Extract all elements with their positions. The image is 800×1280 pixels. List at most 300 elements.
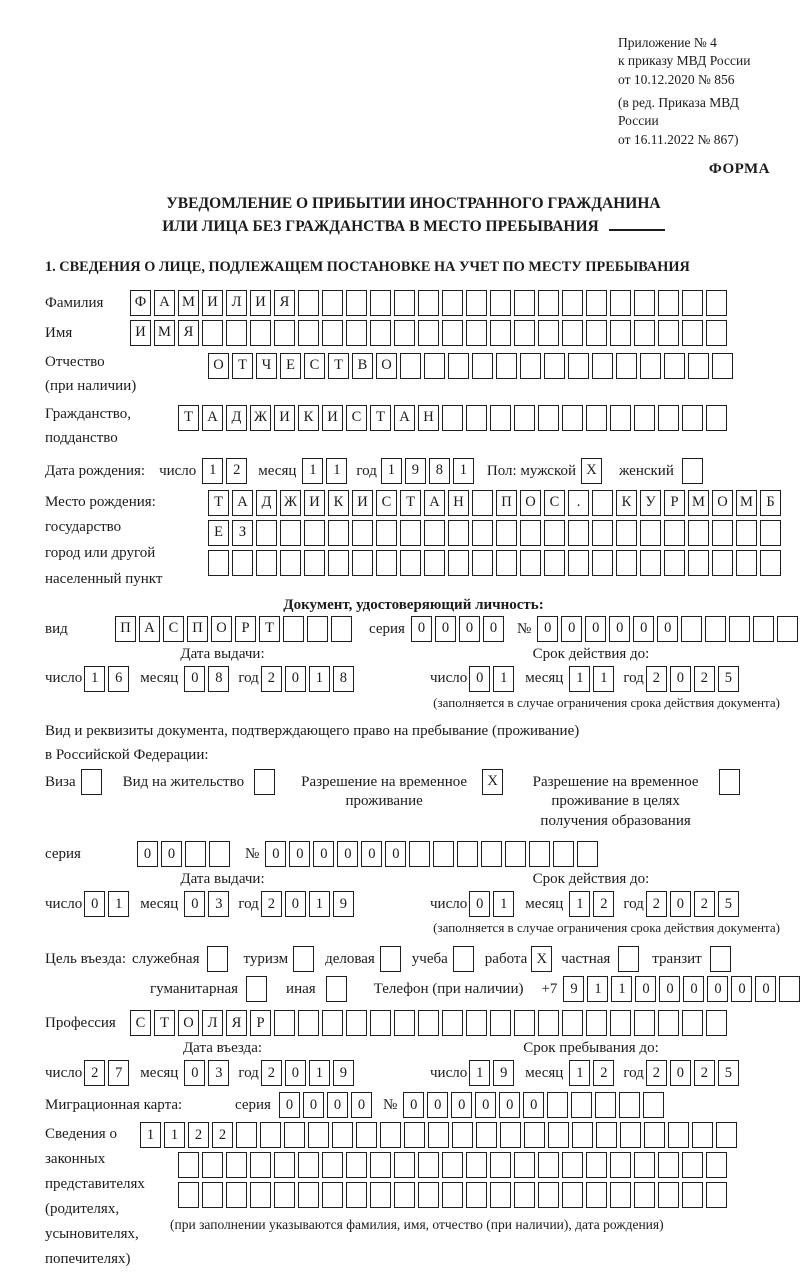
char-box[interactable]: 0 xyxy=(137,841,158,867)
char-box[interactable] xyxy=(668,1122,689,1148)
char-box[interactable]: М xyxy=(178,290,199,316)
char-box[interactable] xyxy=(682,1152,703,1178)
char-box[interactable]: 0 xyxy=(657,616,678,642)
char-box[interactable] xyxy=(562,1010,583,1036)
char-box[interactable] xyxy=(250,1182,271,1208)
char-box[interactable]: Д xyxy=(226,405,247,431)
char-box[interactable] xyxy=(466,405,487,431)
char-box[interactable]: А xyxy=(202,405,223,431)
char-box[interactable]: Ж xyxy=(280,490,301,516)
char-box[interactable] xyxy=(424,550,445,576)
char-box[interactable] xyxy=(592,490,613,516)
char-box[interactable] xyxy=(586,1182,607,1208)
char-box[interactable]: 1 xyxy=(381,458,402,484)
char-box[interactable] xyxy=(529,841,550,867)
char-box[interactable] xyxy=(760,520,781,546)
char-box[interactable] xyxy=(688,520,709,546)
char-box[interactable] xyxy=(496,353,517,379)
char-box[interactable] xyxy=(418,1152,439,1178)
char-box[interactable]: Е xyxy=(208,520,229,546)
char-box[interactable] xyxy=(352,550,373,576)
char-box[interactable]: 0 xyxy=(561,616,582,642)
char-box[interactable]: О xyxy=(712,490,733,516)
char-box[interactable]: 0 xyxy=(459,616,480,642)
char-box[interactable]: 2 xyxy=(593,1060,614,1086)
char-box[interactable]: О xyxy=(208,353,229,379)
char-box[interactable] xyxy=(658,1152,679,1178)
char-box[interactable]: Л xyxy=(202,1010,223,1036)
char-box[interactable] xyxy=(586,1010,607,1036)
char-box[interactable] xyxy=(658,320,679,346)
char-box[interactable]: А xyxy=(424,490,445,516)
char-box[interactable]: 1 xyxy=(569,891,590,917)
char-box[interactable]: 8 xyxy=(333,666,354,692)
char-box[interactable] xyxy=(346,1152,367,1178)
char-box[interactable] xyxy=(538,1010,559,1036)
char-box[interactable] xyxy=(428,1122,449,1148)
char-box[interactable]: 1 xyxy=(302,458,323,484)
char-box[interactable] xyxy=(376,520,397,546)
char-box[interactable]: И xyxy=(250,290,271,316)
char-box[interactable] xyxy=(307,616,328,642)
char-box[interactable]: 1 xyxy=(164,1122,185,1148)
char-box[interactable] xyxy=(490,405,511,431)
char-box[interactable] xyxy=(298,290,319,316)
char-box[interactable] xyxy=(610,1152,631,1178)
char-box[interactable] xyxy=(616,353,637,379)
char-box[interactable] xyxy=(400,520,421,546)
char-box[interactable]: . xyxy=(568,490,589,516)
char-box[interactable] xyxy=(236,1122,257,1148)
char-box[interactable]: 2 xyxy=(226,458,247,484)
char-box[interactable]: 1 xyxy=(108,891,129,917)
char-box[interactable] xyxy=(466,320,487,346)
char-box[interactable]: 2 xyxy=(261,1060,282,1086)
char-box[interactable] xyxy=(376,550,397,576)
checkbox-purpose-business[interactable] xyxy=(380,946,401,972)
char-box[interactable] xyxy=(178,1152,199,1178)
char-box[interactable] xyxy=(472,550,493,576)
char-box[interactable] xyxy=(250,320,271,346)
char-box[interactable] xyxy=(322,290,343,316)
char-box[interactable]: Т xyxy=(178,405,199,431)
char-box[interactable] xyxy=(514,320,535,346)
char-box[interactable]: Я xyxy=(226,1010,247,1036)
char-box[interactable] xyxy=(538,290,559,316)
char-box[interactable]: К xyxy=(328,490,349,516)
char-box[interactable] xyxy=(409,841,430,867)
char-box[interactable] xyxy=(658,405,679,431)
char-box[interactable] xyxy=(472,353,493,379)
char-box[interactable]: 1 xyxy=(569,666,590,692)
char-box[interactable] xyxy=(634,1182,655,1208)
char-box[interactable]: 0 xyxy=(435,616,456,642)
char-box[interactable] xyxy=(496,520,517,546)
char-box[interactable] xyxy=(500,1122,521,1148)
char-box[interactable]: М xyxy=(736,490,757,516)
char-box[interactable] xyxy=(712,353,733,379)
char-box[interactable] xyxy=(380,1122,401,1148)
char-box[interactable] xyxy=(610,320,631,346)
char-box[interactable]: 0 xyxy=(670,666,691,692)
char-box[interactable]: 0 xyxy=(731,976,752,1002)
char-box[interactable] xyxy=(418,290,439,316)
char-box[interactable] xyxy=(352,520,373,546)
char-box[interactable] xyxy=(562,290,583,316)
char-box[interactable] xyxy=(706,1152,727,1178)
char-box[interactable] xyxy=(442,290,463,316)
char-box[interactable] xyxy=(208,550,229,576)
char-box[interactable] xyxy=(586,320,607,346)
char-box[interactable] xyxy=(274,1010,295,1036)
char-box[interactable] xyxy=(394,1010,415,1036)
char-box[interactable] xyxy=(610,1182,631,1208)
checkbox-temp-residence-edu[interactable] xyxy=(719,769,740,795)
char-box[interactable] xyxy=(547,1092,568,1118)
char-box[interactable]: К xyxy=(298,405,319,431)
char-box[interactable]: П xyxy=(187,616,208,642)
char-box[interactable] xyxy=(260,1122,281,1148)
char-box[interactable]: 1 xyxy=(611,976,632,1002)
char-box[interactable] xyxy=(538,1182,559,1208)
char-box[interactable] xyxy=(226,1152,247,1178)
char-box[interactable]: П xyxy=(496,490,517,516)
char-box[interactable]: Ж xyxy=(250,405,271,431)
char-box[interactable] xyxy=(664,353,685,379)
char-box[interactable]: 0 xyxy=(184,666,205,692)
char-box[interactable] xyxy=(328,550,349,576)
char-box[interactable]: Т xyxy=(328,353,349,379)
char-box[interactable] xyxy=(202,1152,223,1178)
char-box[interactable]: И xyxy=(322,405,343,431)
char-box[interactable] xyxy=(394,320,415,346)
char-box[interactable] xyxy=(418,320,439,346)
char-box[interactable]: 0 xyxy=(303,1092,324,1118)
char-box[interactable]: 0 xyxy=(184,891,205,917)
char-box[interactable]: 7 xyxy=(108,1060,129,1086)
char-box[interactable] xyxy=(496,550,517,576)
char-box[interactable] xyxy=(753,616,774,642)
char-box[interactable] xyxy=(692,1122,713,1148)
char-box[interactable]: 3 xyxy=(208,891,229,917)
char-box[interactable]: 5 xyxy=(718,1060,739,1086)
char-box[interactable] xyxy=(682,405,703,431)
char-box[interactable]: И xyxy=(274,405,295,431)
char-box[interactable]: 8 xyxy=(429,458,450,484)
char-box[interactable] xyxy=(568,353,589,379)
char-box[interactable] xyxy=(466,1010,487,1036)
char-box[interactable]: С xyxy=(304,353,325,379)
char-box[interactable]: 2 xyxy=(593,891,614,917)
char-box[interactable] xyxy=(304,550,325,576)
char-box[interactable]: 1 xyxy=(140,1122,161,1148)
char-box[interactable]: 9 xyxy=(405,458,426,484)
char-box[interactable]: 0 xyxy=(755,976,776,1002)
char-box[interactable]: С xyxy=(376,490,397,516)
char-box[interactable] xyxy=(370,1010,391,1036)
char-box[interactable]: С xyxy=(130,1010,151,1036)
char-box[interactable]: 1 xyxy=(587,976,608,1002)
char-box[interactable] xyxy=(332,1122,353,1148)
char-box[interactable] xyxy=(322,1010,343,1036)
char-box[interactable] xyxy=(418,1010,439,1036)
char-box[interactable]: Т xyxy=(208,490,229,516)
char-box[interactable] xyxy=(448,353,469,379)
char-box[interactable] xyxy=(548,1122,569,1148)
char-box[interactable] xyxy=(538,1152,559,1178)
char-box[interactable]: 5 xyxy=(718,891,739,917)
char-box[interactable] xyxy=(394,1182,415,1208)
char-box[interactable] xyxy=(520,520,541,546)
checkbox-residence-permit[interactable] xyxy=(254,769,275,795)
char-box[interactable]: 1 xyxy=(493,891,514,917)
char-box[interactable] xyxy=(681,616,702,642)
checkbox-purpose-transit[interactable] xyxy=(710,946,731,972)
char-box[interactable]: 9 xyxy=(333,1060,354,1086)
char-box[interactable]: 1 xyxy=(202,458,223,484)
char-box[interactable]: 0 xyxy=(585,616,606,642)
char-box[interactable] xyxy=(298,320,319,346)
char-box[interactable] xyxy=(577,841,598,867)
char-box[interactable] xyxy=(322,1182,343,1208)
char-box[interactable]: 0 xyxy=(475,1092,496,1118)
char-box[interactable]: 2 xyxy=(646,891,667,917)
char-box[interactable] xyxy=(706,1182,727,1208)
char-box[interactable] xyxy=(705,616,726,642)
checkbox-purpose-tourism[interactable] xyxy=(293,946,314,972)
char-box[interactable] xyxy=(442,1010,463,1036)
char-box[interactable] xyxy=(538,405,559,431)
char-box[interactable] xyxy=(664,550,685,576)
checkbox-temp-residence[interactable]: X xyxy=(482,769,503,795)
char-box[interactable]: С xyxy=(346,405,367,431)
char-box[interactable]: И xyxy=(304,490,325,516)
char-box[interactable] xyxy=(572,1122,593,1148)
char-box[interactable] xyxy=(706,405,727,431)
char-box[interactable]: О xyxy=(520,490,541,516)
char-box[interactable]: З xyxy=(232,520,253,546)
char-box[interactable]: В xyxy=(352,353,373,379)
char-box[interactable] xyxy=(736,520,757,546)
char-box[interactable] xyxy=(328,520,349,546)
char-box[interactable] xyxy=(490,290,511,316)
char-box[interactable]: Н xyxy=(418,405,439,431)
char-box[interactable]: 0 xyxy=(337,841,358,867)
char-box[interactable] xyxy=(226,320,247,346)
char-box[interactable] xyxy=(586,290,607,316)
char-box[interactable] xyxy=(634,405,655,431)
char-box[interactable] xyxy=(619,1092,640,1118)
char-box[interactable] xyxy=(304,520,325,546)
char-box[interactable] xyxy=(524,1122,545,1148)
char-box[interactable]: 0 xyxy=(327,1092,348,1118)
char-box[interactable]: 5 xyxy=(718,666,739,692)
char-box[interactable]: 3 xyxy=(208,1060,229,1086)
char-box[interactable] xyxy=(202,320,223,346)
char-box[interactable] xyxy=(760,550,781,576)
char-box[interactable] xyxy=(448,520,469,546)
char-box[interactable] xyxy=(346,320,367,346)
char-box[interactable] xyxy=(256,550,277,576)
char-box[interactable] xyxy=(736,550,757,576)
char-box[interactable]: С xyxy=(163,616,184,642)
checkbox-sex-female[interactable] xyxy=(682,458,703,484)
checkbox-visa[interactable] xyxy=(81,769,102,795)
char-box[interactable] xyxy=(466,290,487,316)
char-box[interactable] xyxy=(280,520,301,546)
char-box[interactable]: 0 xyxy=(351,1092,372,1118)
char-box[interactable]: 1 xyxy=(309,666,330,692)
char-box[interactable]: И xyxy=(202,290,223,316)
char-box[interactable]: 0 xyxy=(403,1092,424,1118)
char-box[interactable]: М xyxy=(688,490,709,516)
char-box[interactable] xyxy=(346,290,367,316)
char-box[interactable]: 0 xyxy=(451,1092,472,1118)
char-box[interactable] xyxy=(226,1182,247,1208)
char-box[interactable] xyxy=(472,490,493,516)
char-box[interactable] xyxy=(514,1152,535,1178)
char-box[interactable] xyxy=(634,290,655,316)
char-box[interactable] xyxy=(400,550,421,576)
char-box[interactable] xyxy=(331,616,352,642)
char-box[interactable] xyxy=(280,550,301,576)
char-box[interactable]: Т xyxy=(400,490,421,516)
char-box[interactable] xyxy=(706,320,727,346)
char-box[interactable] xyxy=(514,1010,535,1036)
char-box[interactable]: Ф xyxy=(130,290,151,316)
char-box[interactable] xyxy=(424,520,445,546)
char-box[interactable] xyxy=(634,1010,655,1036)
char-box[interactable]: У xyxy=(640,490,661,516)
char-box[interactable] xyxy=(640,353,661,379)
char-box[interactable]: 0 xyxy=(285,1060,306,1086)
char-box[interactable] xyxy=(298,1182,319,1208)
char-box[interactable] xyxy=(514,290,535,316)
char-box[interactable] xyxy=(664,520,685,546)
char-box[interactable] xyxy=(610,1010,631,1036)
char-box[interactable]: 0 xyxy=(499,1092,520,1118)
char-box[interactable] xyxy=(706,290,727,316)
char-box[interactable] xyxy=(283,616,304,642)
char-box[interactable] xyxy=(544,353,565,379)
char-box[interactable]: 0 xyxy=(537,616,558,642)
char-box[interactable]: Л xyxy=(226,290,247,316)
char-box[interactable]: Н xyxy=(448,490,469,516)
char-box[interactable] xyxy=(644,1122,665,1148)
char-box[interactable] xyxy=(505,841,526,867)
char-box[interactable] xyxy=(370,1152,391,1178)
char-box[interactable] xyxy=(610,290,631,316)
char-box[interactable] xyxy=(712,520,733,546)
char-box[interactable]: 0 xyxy=(313,841,334,867)
checkbox-purpose-humanitarian[interactable] xyxy=(246,976,267,1002)
char-box[interactable]: Р xyxy=(235,616,256,642)
char-box[interactable] xyxy=(346,1010,367,1036)
char-box[interactable]: 0 xyxy=(279,1092,300,1118)
char-box[interactable]: 0 xyxy=(285,666,306,692)
char-box[interactable]: 0 xyxy=(670,891,691,917)
char-box[interactable] xyxy=(562,1152,583,1178)
char-box[interactable]: 2 xyxy=(212,1122,233,1148)
char-box[interactable] xyxy=(346,1182,367,1208)
char-box[interactable] xyxy=(490,1152,511,1178)
char-box[interactable]: 0 xyxy=(633,616,654,642)
char-box[interactable] xyxy=(688,550,709,576)
char-box[interactable] xyxy=(400,353,421,379)
char-box[interactable]: 2 xyxy=(694,1060,715,1086)
char-box[interactable]: 1 xyxy=(326,458,347,484)
char-box[interactable]: Р xyxy=(250,1010,271,1036)
char-box[interactable] xyxy=(457,841,478,867)
char-box[interactable]: 0 xyxy=(427,1092,448,1118)
char-box[interactable] xyxy=(544,550,565,576)
char-box[interactable] xyxy=(592,550,613,576)
char-box[interactable] xyxy=(466,1182,487,1208)
char-box[interactable] xyxy=(592,353,613,379)
char-box[interactable] xyxy=(568,550,589,576)
checkbox-sex-male[interactable]: X xyxy=(581,458,602,484)
char-box[interactable]: Б xyxy=(760,490,781,516)
char-box[interactable]: С xyxy=(544,490,565,516)
char-box[interactable]: 0 xyxy=(609,616,630,642)
char-box[interactable]: 0 xyxy=(659,976,680,1002)
char-box[interactable] xyxy=(490,1010,511,1036)
char-box[interactable]: 2 xyxy=(261,666,282,692)
char-box[interactable] xyxy=(466,1152,487,1178)
char-box[interactable] xyxy=(298,1010,319,1036)
char-box[interactable] xyxy=(586,1152,607,1178)
char-box[interactable] xyxy=(284,1122,305,1148)
char-box[interactable] xyxy=(370,320,391,346)
char-box[interactable] xyxy=(370,1182,391,1208)
checkbox-purpose-work[interactable]: X xyxy=(531,946,552,972)
checkbox-purpose-other[interactable] xyxy=(326,976,347,1002)
char-box[interactable] xyxy=(209,841,230,867)
char-box[interactable] xyxy=(274,1152,295,1178)
char-box[interactable]: 0 xyxy=(670,1060,691,1086)
char-box[interactable]: 0 xyxy=(707,976,728,1002)
char-box[interactable]: Д xyxy=(256,490,277,516)
char-box[interactable]: А xyxy=(394,405,415,431)
char-box[interactable]: Т xyxy=(370,405,391,431)
char-box[interactable] xyxy=(481,841,502,867)
char-box[interactable] xyxy=(729,616,750,642)
char-box[interactable]: Ч xyxy=(256,353,277,379)
char-box[interactable]: 0 xyxy=(184,1060,205,1086)
char-box[interactable] xyxy=(544,520,565,546)
char-box[interactable] xyxy=(634,1152,655,1178)
char-box[interactable]: А xyxy=(232,490,253,516)
char-box[interactable] xyxy=(562,320,583,346)
char-box[interactable]: 6 xyxy=(108,666,129,692)
char-box[interactable] xyxy=(322,320,343,346)
char-box[interactable] xyxy=(553,841,574,867)
char-box[interactable]: 2 xyxy=(646,1060,667,1086)
char-box[interactable]: 1 xyxy=(569,1060,590,1086)
char-box[interactable] xyxy=(322,1152,343,1178)
char-box[interactable] xyxy=(490,1182,511,1208)
char-box[interactable] xyxy=(256,520,277,546)
char-box[interactable] xyxy=(520,550,541,576)
char-box[interactable] xyxy=(712,550,733,576)
char-box[interactable] xyxy=(616,550,637,576)
char-box[interactable] xyxy=(442,1152,463,1178)
char-box[interactable] xyxy=(777,616,798,642)
char-box[interactable] xyxy=(634,320,655,346)
char-box[interactable]: 0 xyxy=(265,841,286,867)
char-box[interactable] xyxy=(682,1182,703,1208)
char-box[interactable]: 2 xyxy=(84,1060,105,1086)
